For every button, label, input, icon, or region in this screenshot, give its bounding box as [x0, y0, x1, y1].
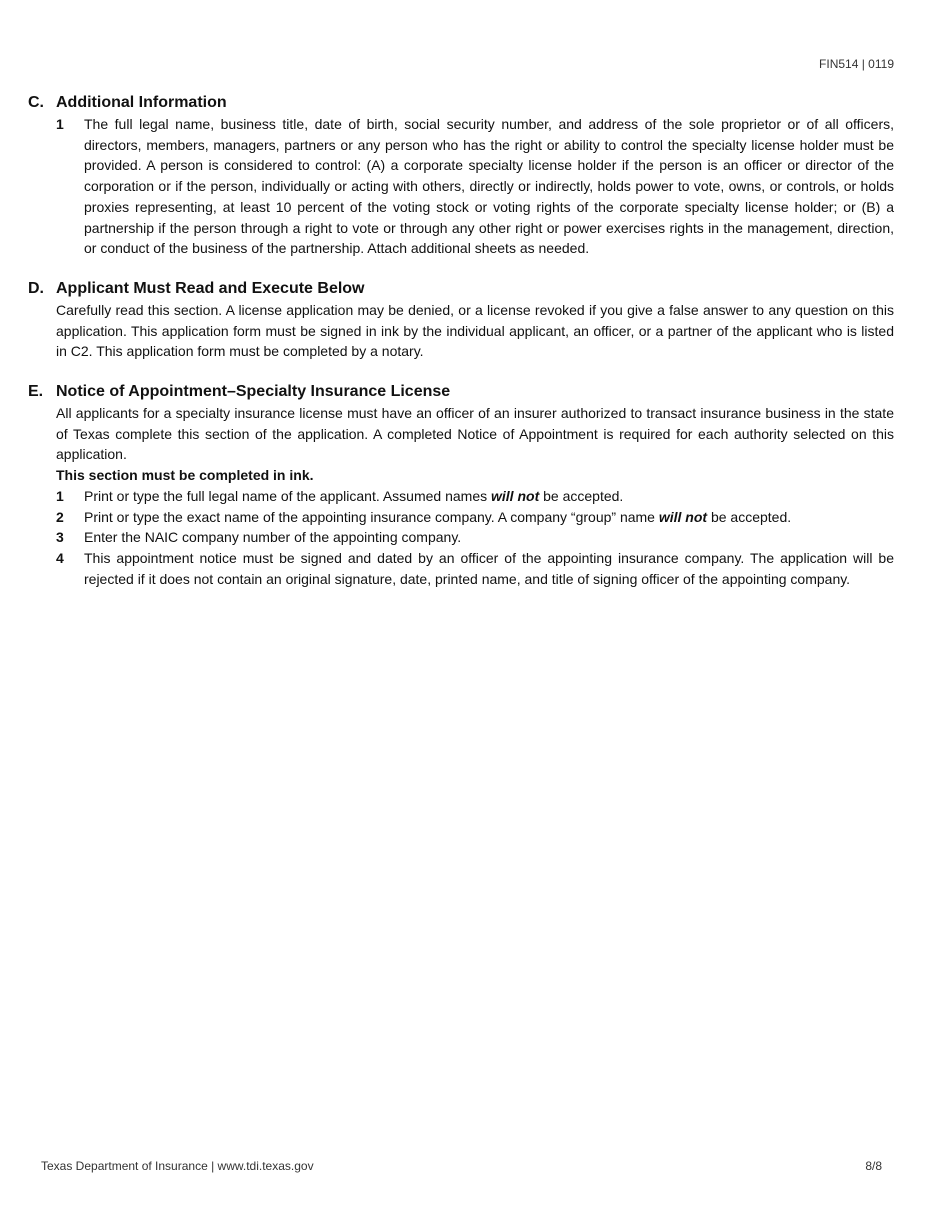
section-d-heading — [28, 278, 894, 300]
item-text: Enter the NAIC company number of the appointing company. — [84, 529, 462, 546]
section-d-body: Carefully read this section. A license application may be denied, or a license revoked if you give a false answer to any question on this application. This application form must be signed in ink by the individual applicant, an officer, or a partner of the applicant who is listed in C2. This application form must be completed by a notary. — [56, 301, 894, 360]
item-number: 1 — [56, 116, 64, 132]
section-c-title: Additional Information — [56, 94, 227, 111]
item-number: 1 — [56, 487, 64, 504]
section-e-heading — [28, 381, 894, 403]
item-text: The full legal name, business title, date of birth, social security number, and address of the sole proprietor or of all officers, directors, members, managers, partners or any person who has the right or ability to control the specialty license holder must be provided. A person is considered to control: (A) a corporate specialty license holder if the person is an officer or director of the corporation or if the person, individually or acting with others, directly or indirectly, holds power to vote, owns, or controls, or holds proxies representing, at least 10 percent of the voting stock or voting rights of the corporate specialty license holder; or (B) a partnership if the person through a right to vote or through any other right or power exercises rights in the management, direction, or conduct of the business of the partnership. Attach additional sheets as needed. — [84, 116, 894, 257]
item-number: 3 — [56, 529, 64, 546]
item-text-pre: Print or type the exact name of the appointing insurance company. A company “group” name — [84, 508, 659, 525]
item-text-post: be accepted. — [707, 508, 792, 525]
section-c — [28, 92, 894, 259]
form-id: FIN514 | 0119 — [819, 57, 894, 71]
section-d-letter: D. — [28, 279, 44, 297]
item-emphasis: will not — [491, 487, 540, 504]
list-item — [28, 527, 894, 548]
list-item — [28, 486, 894, 507]
item-number: 2 — [56, 508, 64, 525]
ink-note: This section must be completed in ink. — [56, 467, 314, 484]
item-emphasis: will not — [658, 508, 708, 525]
item-text — [84, 486, 894, 507]
item-text — [84, 507, 894, 528]
section-e-body: All applicants for a specialty insurance license must have an officer of an insurer authorized to transact insurance business in the state of Texas complete this section of the application. A completed Notice of Appointment is required for each authority selected on this application. — [56, 405, 894, 463]
list-item — [28, 114, 894, 259]
section-e-title: Notice of Appointment–Specialty Insurance License — [56, 383, 451, 401]
section-c-heading — [28, 92, 894, 114]
list-item — [28, 548, 894, 589]
section-d-title: Applicant Must Read and Execute Below — [56, 279, 365, 297]
document-body — [28, 92, 894, 608]
item-text: This appointment notice must be signed and dated by an officer of the appointing insurance company. The application will be rejected if it does not contain an original signature, date, printed name, and title of signing officer of the appointing company. — [84, 549, 894, 587]
section-e — [28, 381, 894, 589]
item-text-post: be accepted. — [539, 487, 624, 504]
section-d — [28, 278, 894, 362]
item-text-pre: Print or type the full legal name of the applicant. Assumed names — [84, 487, 492, 504]
footer-agency: Texas Department of Insurance | www.tdi.texas.gov — [41, 1159, 314, 1173]
page-number: 8/8 — [865, 1159, 882, 1173]
item-number: 4 — [56, 549, 64, 566]
list-item — [28, 507, 894, 528]
section-c-letter: C. — [28, 94, 44, 111]
section-e-letter: E. — [28, 383, 44, 401]
